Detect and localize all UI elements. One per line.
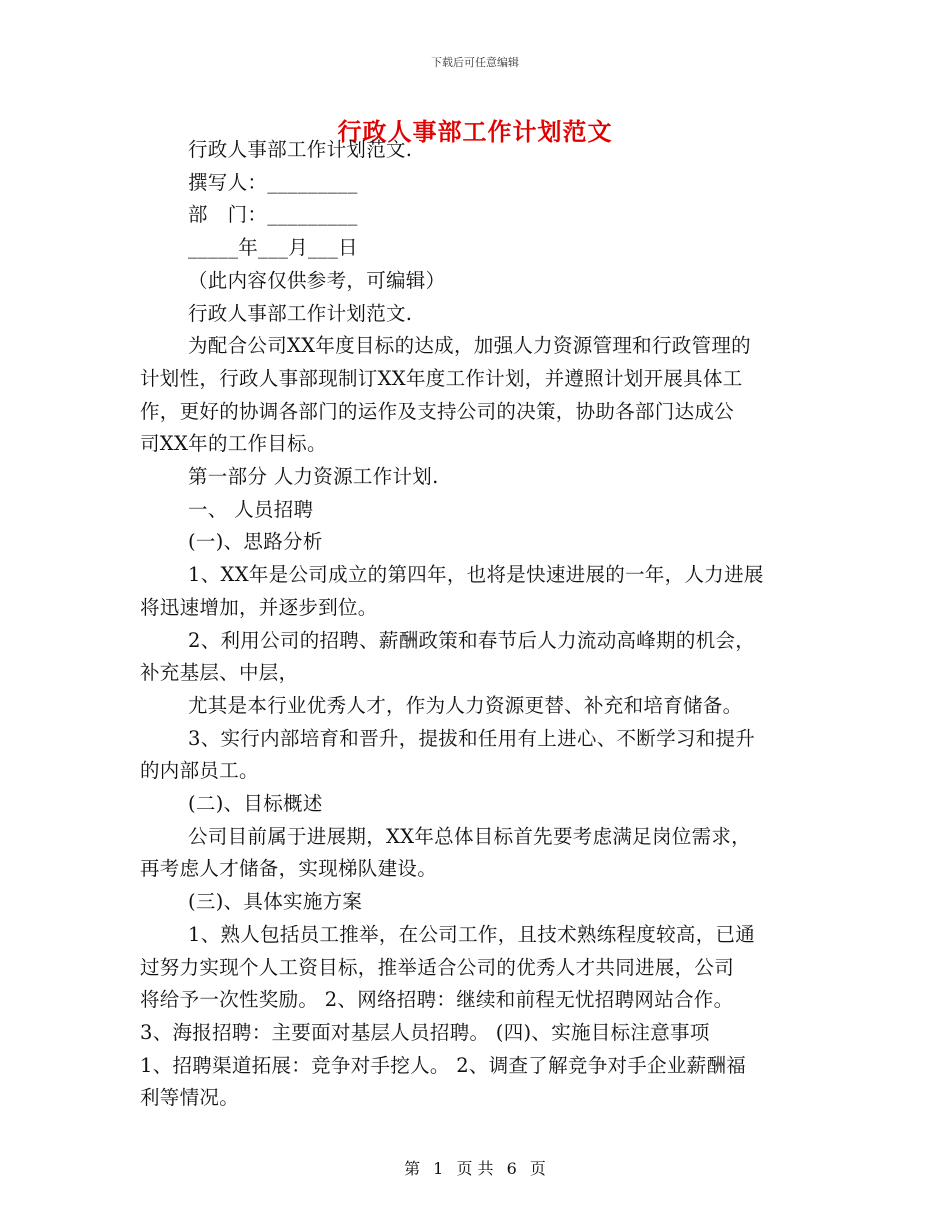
text-line: 过努力实现个人工资目标，推举适合公司的优秀人才共同进展，公司 xyxy=(140,955,735,979)
text-line: 行政人事部工作计划范文. xyxy=(188,301,413,325)
document-title: 行政人事部工作计划范文 xyxy=(337,117,613,146)
text-line: 3、海报招聘：主要面对基层人员招聘。 (四)、实施目标注意事项 xyxy=(140,1020,710,1044)
footer-page-number: 1 xyxy=(433,1159,444,1178)
text-line: 作，更好的协调各部门的运作及支持公司的决策，协助各部门达成公 xyxy=(140,399,735,423)
text-line: 3、实行内部培育和晋升，提拔和任用有上进心、不断学习和提升 xyxy=(188,726,756,750)
text-line: 行政人事部工作计划范文. xyxy=(188,138,413,161)
text-line: _____年___月___日 xyxy=(188,236,358,260)
text-line: 将迅速增加，并逐步到位。 xyxy=(140,595,378,619)
text-line: 1、XX年是公司成立的第四年，也将是快速进展的一年，人力进展 xyxy=(188,563,764,587)
text-line: 撰写人：_________ xyxy=(188,170,358,194)
text-line: 第一部分 人力资源工作计划. xyxy=(188,465,439,489)
text-line: (一)、思路分析 xyxy=(188,530,323,554)
text-line: (二)、目标概述 xyxy=(188,792,323,816)
text-line: 的内部员工。 xyxy=(140,759,259,783)
footer-prefix: 第 xyxy=(404,1159,421,1178)
footer-middle: 页 共 xyxy=(456,1159,494,1178)
header-note: 下载后可任意编辑 xyxy=(431,56,519,69)
text-line: 司XX年的工作目标。 xyxy=(140,432,327,456)
text-line: 公司目前属于进展期，XX年总体目标首先要考虑满足岗位需求， xyxy=(188,824,751,848)
text-line: 1、招聘渠道拓展：竞争对手挖人。 2、调查了解竞争对手企业薪酬福 xyxy=(140,1053,747,1077)
page-footer xyxy=(0,1156,950,1179)
text-line: 1、熟人包括员工推举，在公司工作，且技术熟练程度较高，已通 xyxy=(188,922,756,946)
text-line: 2、利用公司的招聘、薪酬政策和春节后人力流动高峰期的机会， xyxy=(188,628,756,652)
document-body xyxy=(140,134,820,1115)
text-line: 将给予一次性奖励。 2、网络招聘：继续和前程无忧招聘网站合作。 xyxy=(140,988,734,1012)
text-line: 再考虑人才储备，实现梯队建设。 xyxy=(140,857,438,881)
footer-total-pages: 6 xyxy=(506,1159,517,1178)
text-line: 一、 人员招聘 xyxy=(188,497,314,521)
text-line: 补充基层、中层， xyxy=(140,661,299,685)
text-line: 利等情况。 xyxy=(140,1086,240,1110)
text-line: （此内容仅供参考，可编辑） xyxy=(188,268,446,292)
text-line: (三)、具体实施方案 xyxy=(188,890,363,914)
text-line: 为配合公司XX年度目标的达成，加强人力资源管理和行政管理的 xyxy=(188,334,751,358)
text-line: 部 门：_________ xyxy=(188,203,358,227)
text-line: 尤其是本行业优秀人才，作为人力资源更替、补充和培育储备。 xyxy=(188,693,743,717)
text-line: 计划性，行政人事部现制订XX年度工作计划，并遵照计划开展具体工 xyxy=(140,366,743,390)
footer-suffix: 页 xyxy=(529,1159,546,1178)
